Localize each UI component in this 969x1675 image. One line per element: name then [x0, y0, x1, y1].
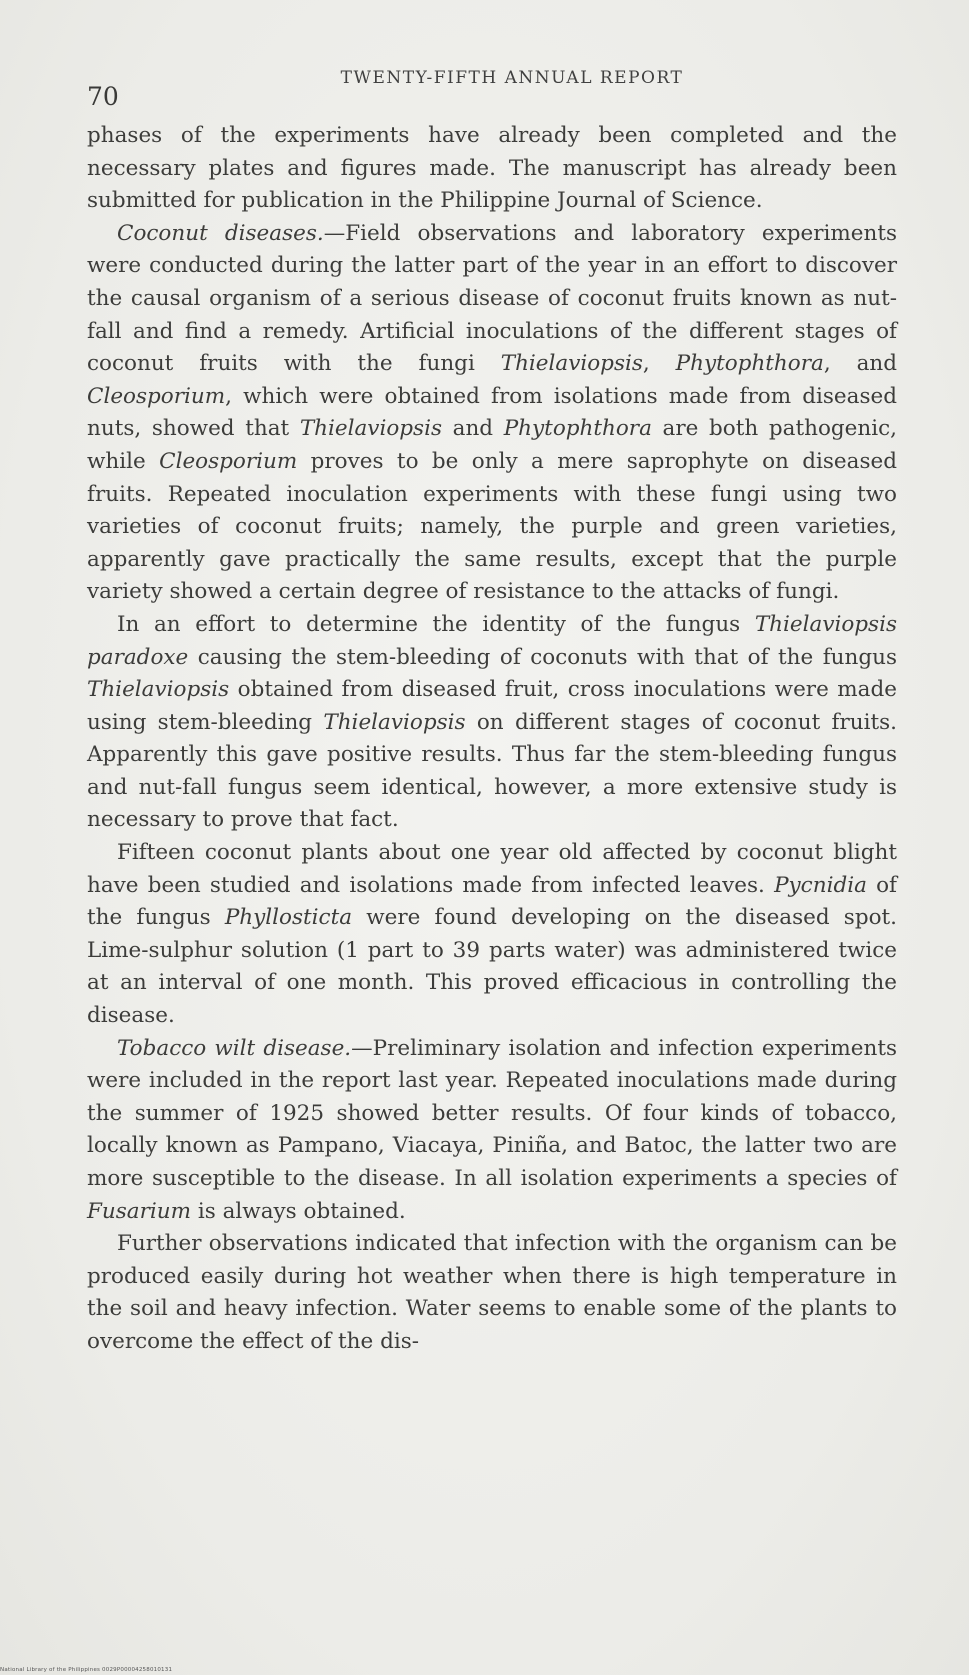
taxon-name: Cleosporium: [87, 383, 226, 409]
body-text: [87, 120, 897, 1359]
paragraph-text: and: [441, 416, 504, 442]
taxon-name: Pycnidia: [774, 872, 867, 898]
paragraph-coconut-diseases: [87, 218, 897, 609]
taxon-name: Phyllosticta: [224, 905, 353, 931]
paragraph-text: —Preliminary isolation and infection experiments were included in the report last year. Repeated inoculations made during the summer of 1925 showed better results. Of four kinds of tobacco, locally known as Pampano, Viacaya, Piniña, and Batoc, the latter two are more susceptible to the disease. In all isolation experiments a species of: [87, 1035, 897, 1191]
taxon-name: Cleosporium: [159, 448, 298, 474]
paragraph-text: were found developing on the diseased spot. Lime-sulphur solution (1 part to 39 parts water) was administered twice at an interval of one month. This proved efficacious in controlling the disease.: [87, 905, 897, 1029]
paragraph-text: causing the stem-bleeding of coconuts with that of the fungus: [188, 644, 897, 670]
taxon-name: Thielaviopsis: [299, 416, 442, 442]
taxon-name: Thielaviopsis: [323, 709, 466, 735]
paragraph-text: In an effort to determine the identity of the fungus: [117, 611, 755, 637]
paragraph-further-observations: [87, 1228, 897, 1358]
taxon-name: Thielaviopsis: [87, 677, 230, 703]
taxon-name: Phytophthora: [675, 351, 824, 377]
taxon-name: Phytophthora: [503, 416, 652, 442]
page-number: 70: [87, 82, 119, 111]
paragraph-text: on different stages of coconut fruits. Apparently this gave positive results. Thus far the stem-bleeding fungus and nut-fall fungus seem identical, however, a more extensive study is necessary to prove that fact.: [87, 709, 897, 833]
paragraph-text: proves to be only a mere saprophyte on diseased fruits. Repeated inoculation experiments with these fungi using two varieties of coconut fruits; namely, the purple and green varieties, apparently gave practically the same results, except that the purple variety showed a certain degree of resistance to the attacks of fungi.: [87, 448, 897, 605]
page-header: [87, 60, 897, 110]
paragraph-text: Fifteen coconut plants about one year old affected by coconut blight have been studied and isolations made from infected leaves.: [87, 840, 897, 898]
paragraph-text: ,: [642, 351, 676, 377]
paragraph-text: are both pathogenic, while: [87, 416, 897, 474]
taxon-name: Thielaviopsis: [500, 351, 643, 377]
section-heading-coconut-diseases: Coconut diseases.: [117, 220, 324, 246]
paragraph-text: obtained from diseased fruit, cross inoculations were made using stem-bleeding: [87, 677, 897, 735]
paragraph-text: —Field observations and laboratory experiments were conducted during the latter part of the year in an effort to discover the causal organism of a serious disease of coconut fruits known as nut-fall and find a remedy. Artificial inoculations of the different stages of coconut fruits with the fungi: [87, 220, 898, 377]
paragraph-tobacco-wilt: [87, 1033, 897, 1229]
paragraph-text: Further observations indicated that infection with the organism can be produced easily during hot weather when there is high temperature in the soil and heavy infection. Water seems to enable some of the plants to overcome the effect of the dis-: [87, 1231, 897, 1354]
paragraph-text: , and: [823, 351, 897, 377]
paragraph-text: , which were obtained from isolations made from diseased nuts, showed that: [87, 383, 897, 442]
section-heading-tobacco-wilt: Tobacco wilt disease.: [117, 1035, 352, 1061]
paragraph-text: phases of the experiments have already been completed and the necessary plates and figures made. The manuscript has already been submitted for publication in the Philippine Journal of Science.: [87, 123, 897, 214]
scan-footer-note: National Library of the Philippines 0029P00004258010131: [0, 1667, 173, 1673]
paragraph-continued: [87, 120, 897, 218]
taxon-name: Fusarium: [87, 1198, 192, 1224]
paragraph-coconut-blight: [87, 837, 897, 1033]
paragraph-text: is always obtained.: [191, 1198, 406, 1224]
taxon-name: Thielaviopsis paradoxe: [87, 611, 897, 670]
paragraph-text: of the fungus: [87, 872, 897, 931]
paragraph-thielaviopsis-identity: [87, 609, 897, 837]
running-head: TWENTY-FIFTH ANNUAL REPORT: [340, 68, 684, 88]
